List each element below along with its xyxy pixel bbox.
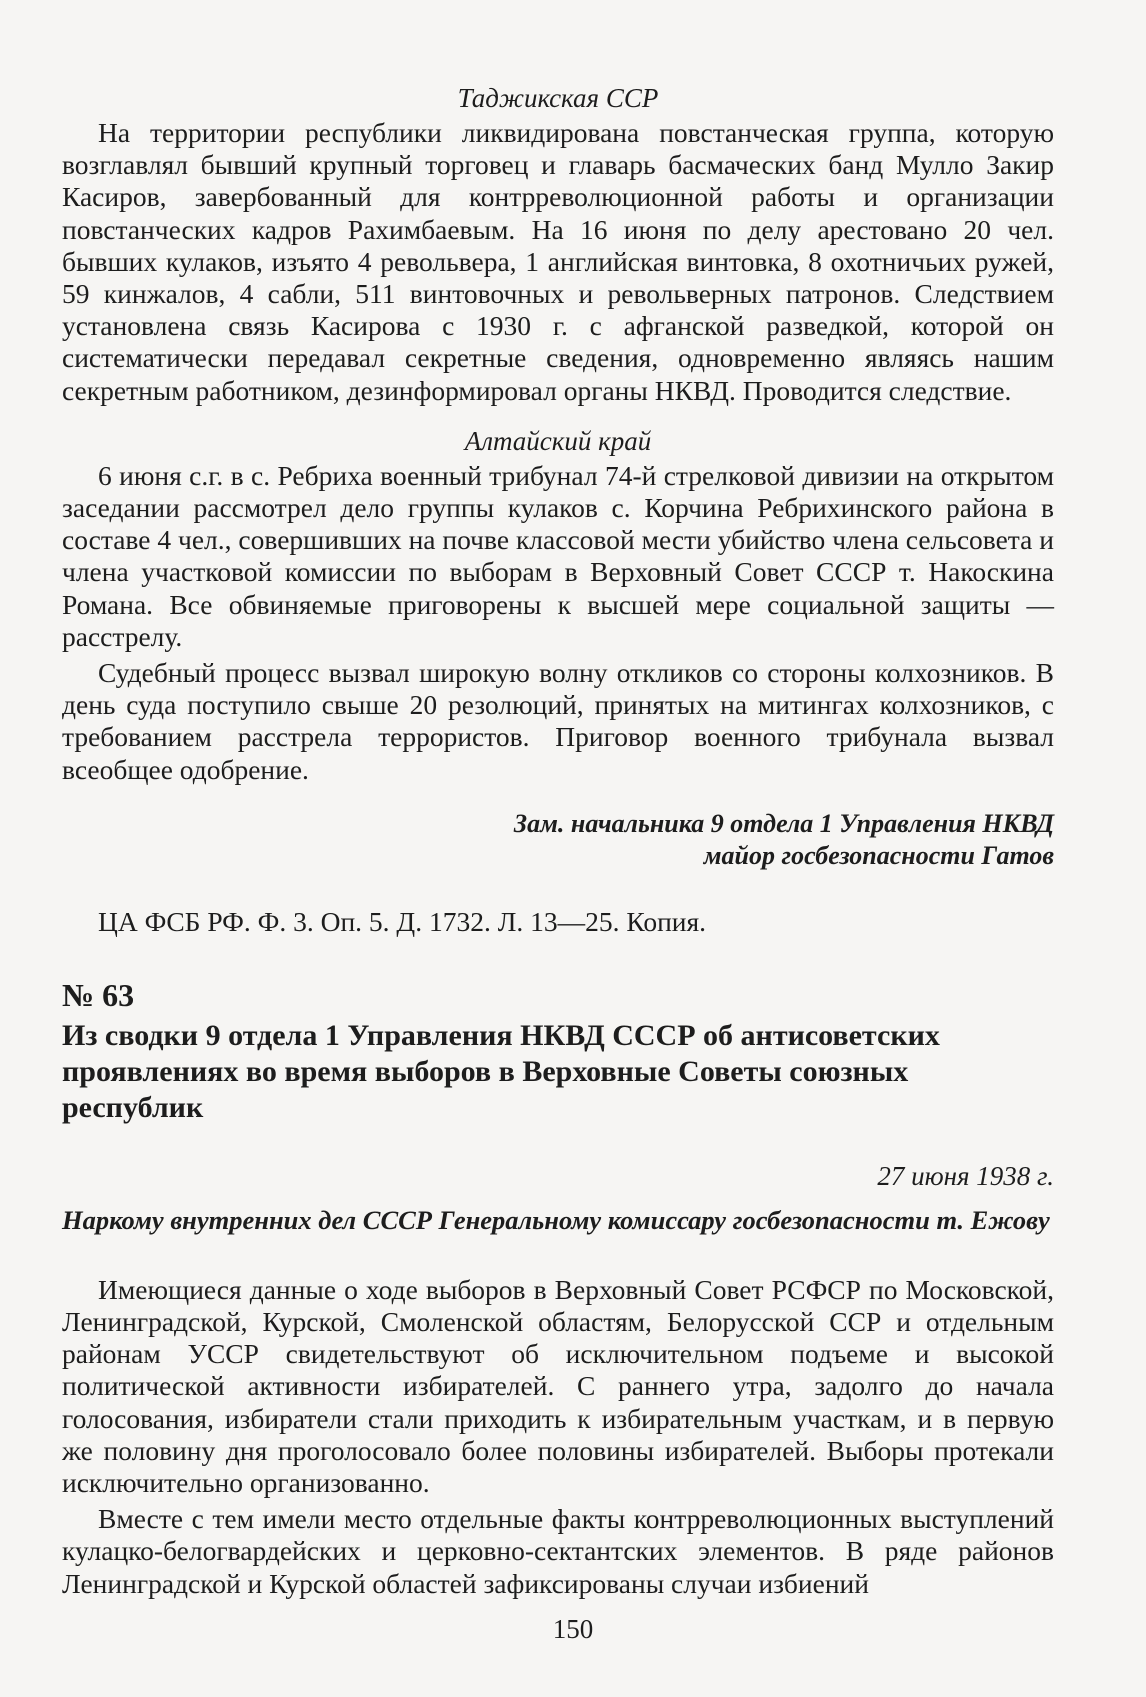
document-number: № 63 (62, 976, 135, 1013)
signature-name: майор госбезопасности Гатов (703, 840, 1054, 870)
page-number: 150 (552, 1614, 594, 1644)
paragraph-altai-1: 6 июня с.г. в с. Ребриха военный трибунал 74-й стрелковой дивизии на открытом заседании рассмотрел дело группы кулаков с. Корчина Ребрихинского района в составе 4 чел., совершивших на почве классовой мести убийство члена сельсовета и члена участковой комиссии по выборам в Верховный Совет СССР т. Накоскина Романа. Все обвиняемые приговорены к высшей мере социальной защиты — расстрелу. (62, 459, 1054, 652)
archive-reference: ЦА ФСБ РФ. Ф. 3. Оп. 5. Д. 1732. Л. 13—25. Копия. (98, 905, 707, 937)
signature-block (62, 808, 1054, 872)
document-paragraph-1: Имеющиеся данные о ходе выборов в Верховный Совет РСФСР по Московской, Ленинградской, Курской, Смоленской областям, Белорусской ССР и отдельным районам УССР свидетельствуют об исключительном подъеме и высокой политической активности избирателей. С раннего утра, задолго до начала голосования, избиратели стали приходить к избирательным участкам, и в первую же половину дня проголосовало более половины избирателей. Выборы протекали исключительно организованно. (62, 1273, 1054, 1499)
document-title: Из сводки 9 отдела 1 Управления НКВД СССР об антисоветских проявлениях во время выборов в Верховные Советы союзных республик (62, 1018, 940, 1124)
paragraph-tajik: На территории республики ликвидирована повстанческая группа, которую возглавлял бывший крупный торговец и главарь басмаческих банд Мулло Закир Касиров, завербованный для контрреволюционной работы и организации повстанческих кадров Рахимбаевым. На 16 июня по делу арестовано 20 чел. бывших кулаков, изъято 4 револьвера, 1 английская винтовка, 8 охотничьих ружей, 59 кинжалов, 4 сабли, 511 винтовочных и револьверных патронов. Следствием установлена связь Касирова с 1930 г. с афганской разведкой, которой он систематически передавал секретные сведения, одновременно являясь нашим секретным работником, дезинформировал органы НКВД. Проводится следствие. (62, 117, 1054, 406)
paragraph-altai-2: Судебный процесс вызвал широкую волну откликов со стороны колхозников. В день суда поступило свыше 20 резолюций, принятых на митингах колхозников, с требованием расстрела террористов. Приговор военного трибунала вызвал всеобщее одобрение. (62, 657, 1054, 785)
section-heading-altai: Алтайский край (464, 425, 652, 456)
section-heading-tajik: Таджикская ССР (457, 83, 659, 113)
document-date: 27 июня 1938 г. (877, 1160, 1054, 1191)
document-page (62, 80, 1054, 1600)
document-paragraph-2: Вместе с тем имели место отдельные факты контрреволюционных выступлений кулацко-белогвардейских и церковно-сектантских элементов. В ряде районов Ленинградской и Курской областей зафиксированы случаи избиений (62, 1503, 1054, 1599)
signature-position: Зам. начальника 9 отдела 1 Управления НКВД (513, 808, 1054, 838)
document-addressee: Наркому внутренних дел СССР Генеральному комиссару госбезопасности т. Ежову (62, 1204, 1050, 1235)
